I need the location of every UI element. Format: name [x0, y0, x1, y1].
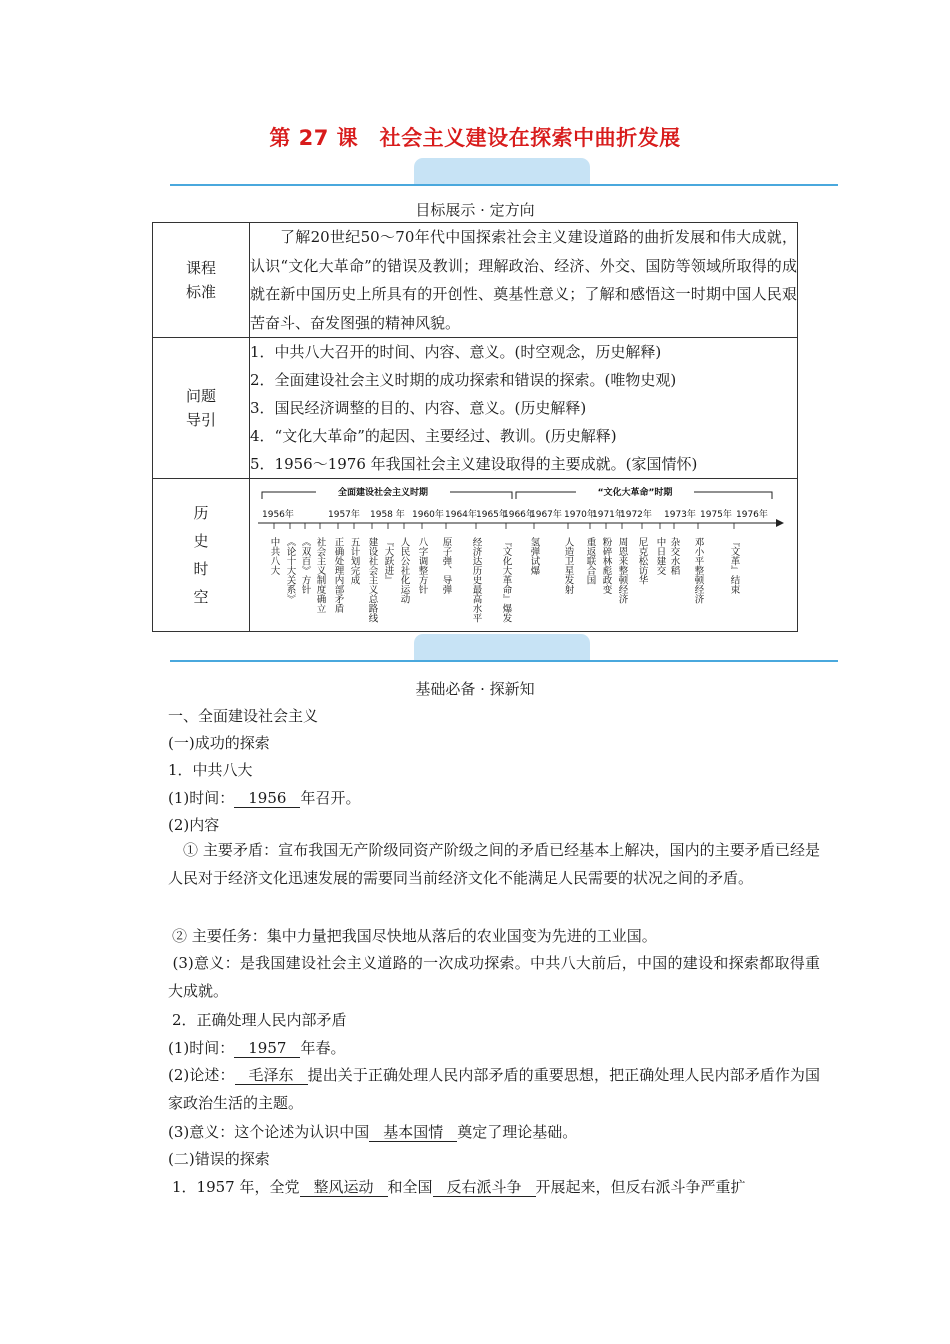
- timeline-year-label: 1956年: [262, 510, 294, 520]
- heading-4: 2．正确处理人民内部矛盾: [172, 1011, 347, 1029]
- timeline-event-label: 八字调整方针: [416, 537, 428, 594]
- timeline-event-label: 邓小平整顿经济: [692, 537, 704, 604]
- timeline-year-label: 1960年: [412, 510, 444, 520]
- timeline-event-label: 中日建交: [654, 537, 666, 575]
- content-paragraph-1: ① 主要矛盾：宣布我国无产阶级同资产阶级之间的矛盾已经基本上解决，国内的主要矛盾已经是人民对于经济文化迅速发展的需要同当前经济文化不能满足人民需要的状况之间的矛盾。: [168, 841, 820, 887]
- heading-1: 一、全面建设社会主义: [168, 707, 319, 725]
- timeline-event-label: 周恩来整顿经济: [616, 537, 628, 604]
- timeline-event-label: 『文革』结束: [728, 537, 740, 594]
- timeline-event-label: 人造卫星发射: [562, 537, 574, 594]
- significance2-line: (3)意义：这个论述为认识中国 基本国情 奠定了理论基础。: [168, 1123, 578, 1141]
- content-paragraph-2: ② 主要任务：集中力量把我国尽快地从落后的农业国变为先进的工业国。: [172, 927, 657, 945]
- section-banner-1: [170, 158, 838, 186]
- period-label: 全面建设社会主义时期: [337, 488, 429, 498]
- timeline-event-label: 人民公社化运动: [398, 537, 410, 604]
- timeline-event-label: 《双百》方针: [299, 537, 311, 594]
- timeline-cell: [250, 479, 798, 632]
- timeline-event-label: 粉碎林彪政变: [600, 537, 612, 594]
- content-heading: (2)内容: [168, 816, 220, 834]
- timeline-year-label: 1975年: [700, 510, 732, 520]
- heading-5: (二)错误的探索: [168, 1150, 270, 1168]
- time-line: (1)时间： 1956 年召开。: [168, 789, 361, 807]
- timeline-year-label: 1965年: [476, 510, 508, 520]
- curriculum-text: 了解20世纪50～70年代中国探索社会主义建设道路的曲折发展和伟大成就，认识“文化大革命”的错误及教训；理解政治、经济、外交、国防等领域所取得的成就在新中国历史上所具有的开创性、奠基性意义；了解和感悟这一时期中国人民艰苦奋斗、奋发图强的精神风貌。: [250, 223, 798, 338]
- timeline-year-label: 1976年: [736, 510, 768, 520]
- time2-line: (1)时间： 1957 年春。: [168, 1039, 346, 1057]
- timeline-event-label: 社会主义制度确立: [314, 537, 326, 613]
- timeline-event-label: 建设社会主义总路线: [366, 537, 378, 623]
- question-item: 5．1956～1976 年我国社会主义建设取得的主要成就。(家国情怀): [250, 455, 698, 473]
- timeline-event-label: 尼克松访华: [636, 537, 648, 585]
- question-list: [250, 338, 798, 479]
- section-heading-goals: 目标展示 · 定方向: [415, 201, 535, 219]
- timeline-event-label: 原子弹、导弹: [440, 537, 452, 594]
- question-item: 4．“文化大革命”的起因、主要经过、教训。(历史解释): [250, 427, 617, 445]
- answer-blank: 基本国情: [369, 1123, 457, 1142]
- objectives-table: [152, 222, 798, 632]
- answer-blank: 毛泽东: [235, 1066, 308, 1085]
- question-item: 3．国民经济调整的目的、内容、意义。(历史解释): [250, 399, 587, 417]
- timeline-year-label: 1967年: [530, 510, 562, 520]
- argument-paragraph: (2)论述： 毛泽东 提出关于正确处理人民内部矛盾的重要思想，把正确处理人民内部矛盾作为国家政治生活的主题。: [168, 1066, 820, 1112]
- timeline-event-label: 五计划完成: [348, 537, 360, 585]
- timeline-diagram: [250, 479, 798, 631]
- timeline-event-label: 重返联合国: [584, 537, 596, 585]
- answer-blank: 反右派斗争: [433, 1178, 536, 1197]
- timeline-year-label: 1964年: [445, 510, 477, 520]
- question-item: 2．全面建设社会主义时期的成功探索和错误的探索。(唯物史观): [250, 371, 677, 389]
- timeline-event-label: 中共八大: [268, 537, 280, 575]
- timeline-year-label: 1966年: [503, 510, 535, 520]
- timeline-event-label: 杂交水稻: [668, 537, 680, 575]
- timeline-year-label: 1958 年: [370, 510, 405, 520]
- heading-2: (一)成功的探索: [168, 734, 270, 752]
- page-title: 第 27 课 社会主义建设在探索中曲折发展: [269, 126, 681, 150]
- timeline-year-label: 1970年: [564, 510, 596, 520]
- timeline-event-label: 氢弹试爆: [528, 537, 540, 575]
- timeline-event-label: 『文化大革命』爆发: [500, 537, 512, 623]
- timeline-year-label: 1973年: [664, 510, 696, 520]
- timeline-year-label: 1957年: [328, 510, 360, 520]
- section-heading-basics: 基础必备 · 探新知: [415, 680, 535, 698]
- label-curriculum: 课程 标准: [153, 223, 250, 338]
- label-timeline: 历 史 时 空: [153, 479, 250, 632]
- heading-3: 1．中共八大: [168, 761, 253, 779]
- section-banner-2: [170, 634, 838, 662]
- last-line: 1．1957 年，全党 整风运动 和全国 反右派斗争 开展起来，但反右派斗争严重扩: [172, 1178, 746, 1196]
- answer-blank: 1956: [234, 789, 300, 808]
- timeline-year-label: 1971年: [592, 510, 624, 520]
- period-label: “文化大革命”时期: [597, 488, 673, 498]
- label-questions: 问题 导引: [153, 338, 250, 479]
- timeline-year-label: 1972年: [620, 510, 652, 520]
- significance-paragraph: (3)意义：是我国建设社会主义道路的一次成功探索。中共八大前后，中国的建设和探索都取得重大成就。: [168, 954, 820, 1000]
- answer-blank: 整风运动: [300, 1178, 388, 1197]
- timeline-event-label: 正确处理内部矛盾: [332, 537, 344, 613]
- answer-blank: 1957: [234, 1039, 300, 1058]
- question-item: 1．中共八大召开的时间、内容、意义。(时空观念，历史解释): [250, 343, 662, 361]
- timeline-event-label: 经济达历史最高水平: [470, 537, 482, 623]
- timeline-event-label: 《论十大关系》: [284, 537, 296, 604]
- timeline-event-label: 『大跃进』: [382, 537, 394, 585]
